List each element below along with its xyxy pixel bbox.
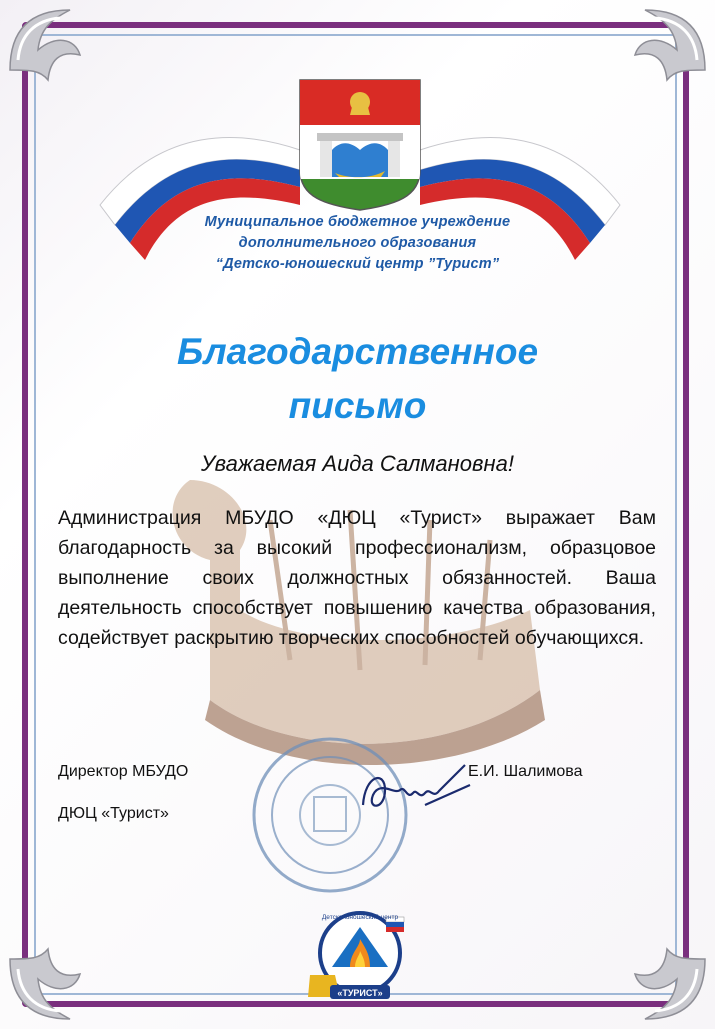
title-line: письмо xyxy=(288,385,427,426)
corner-ornament-icon xyxy=(605,919,715,1029)
logo-bottom-text: «ТУРИСТ» xyxy=(337,988,383,998)
document-title xyxy=(60,325,655,433)
body-text: Администрация МБУДО «ДЮЦ «Турист» выражает Вам благодарность за высокий профессионализм, образцовое выполнение своих должностных обязанностей. Ваша деятельность способствует повышению качества образования, содействует раскрытию творческих способностей обучающихся. xyxy=(58,507,656,649)
corner-ornament-icon xyxy=(0,0,110,110)
organization-name xyxy=(120,212,595,275)
signer-name: Е.И. Шалимова xyxy=(468,763,583,780)
signer-role: Директор МБУДО xyxy=(58,763,189,780)
org-line: “Детско-юношеский центр ”Турист” xyxy=(215,256,500,272)
logo-ring-text: Детско-юношеский центр xyxy=(321,914,399,921)
org-line: Муниципальное бюджетное учреждение xyxy=(204,214,511,230)
greeting: Уважаемая Аида Салмановна! xyxy=(201,451,514,476)
org-line: дополнительного образования xyxy=(238,235,477,251)
handwritten-signature xyxy=(355,755,475,825)
corner-ornament-icon xyxy=(0,919,110,1029)
signer-organization: ДЮЦ «Турист» xyxy=(58,805,169,822)
coat-of-arms-icon xyxy=(300,80,420,210)
tourist-center-logo-icon xyxy=(300,905,420,1005)
title-line: Благодарственное xyxy=(176,331,539,372)
